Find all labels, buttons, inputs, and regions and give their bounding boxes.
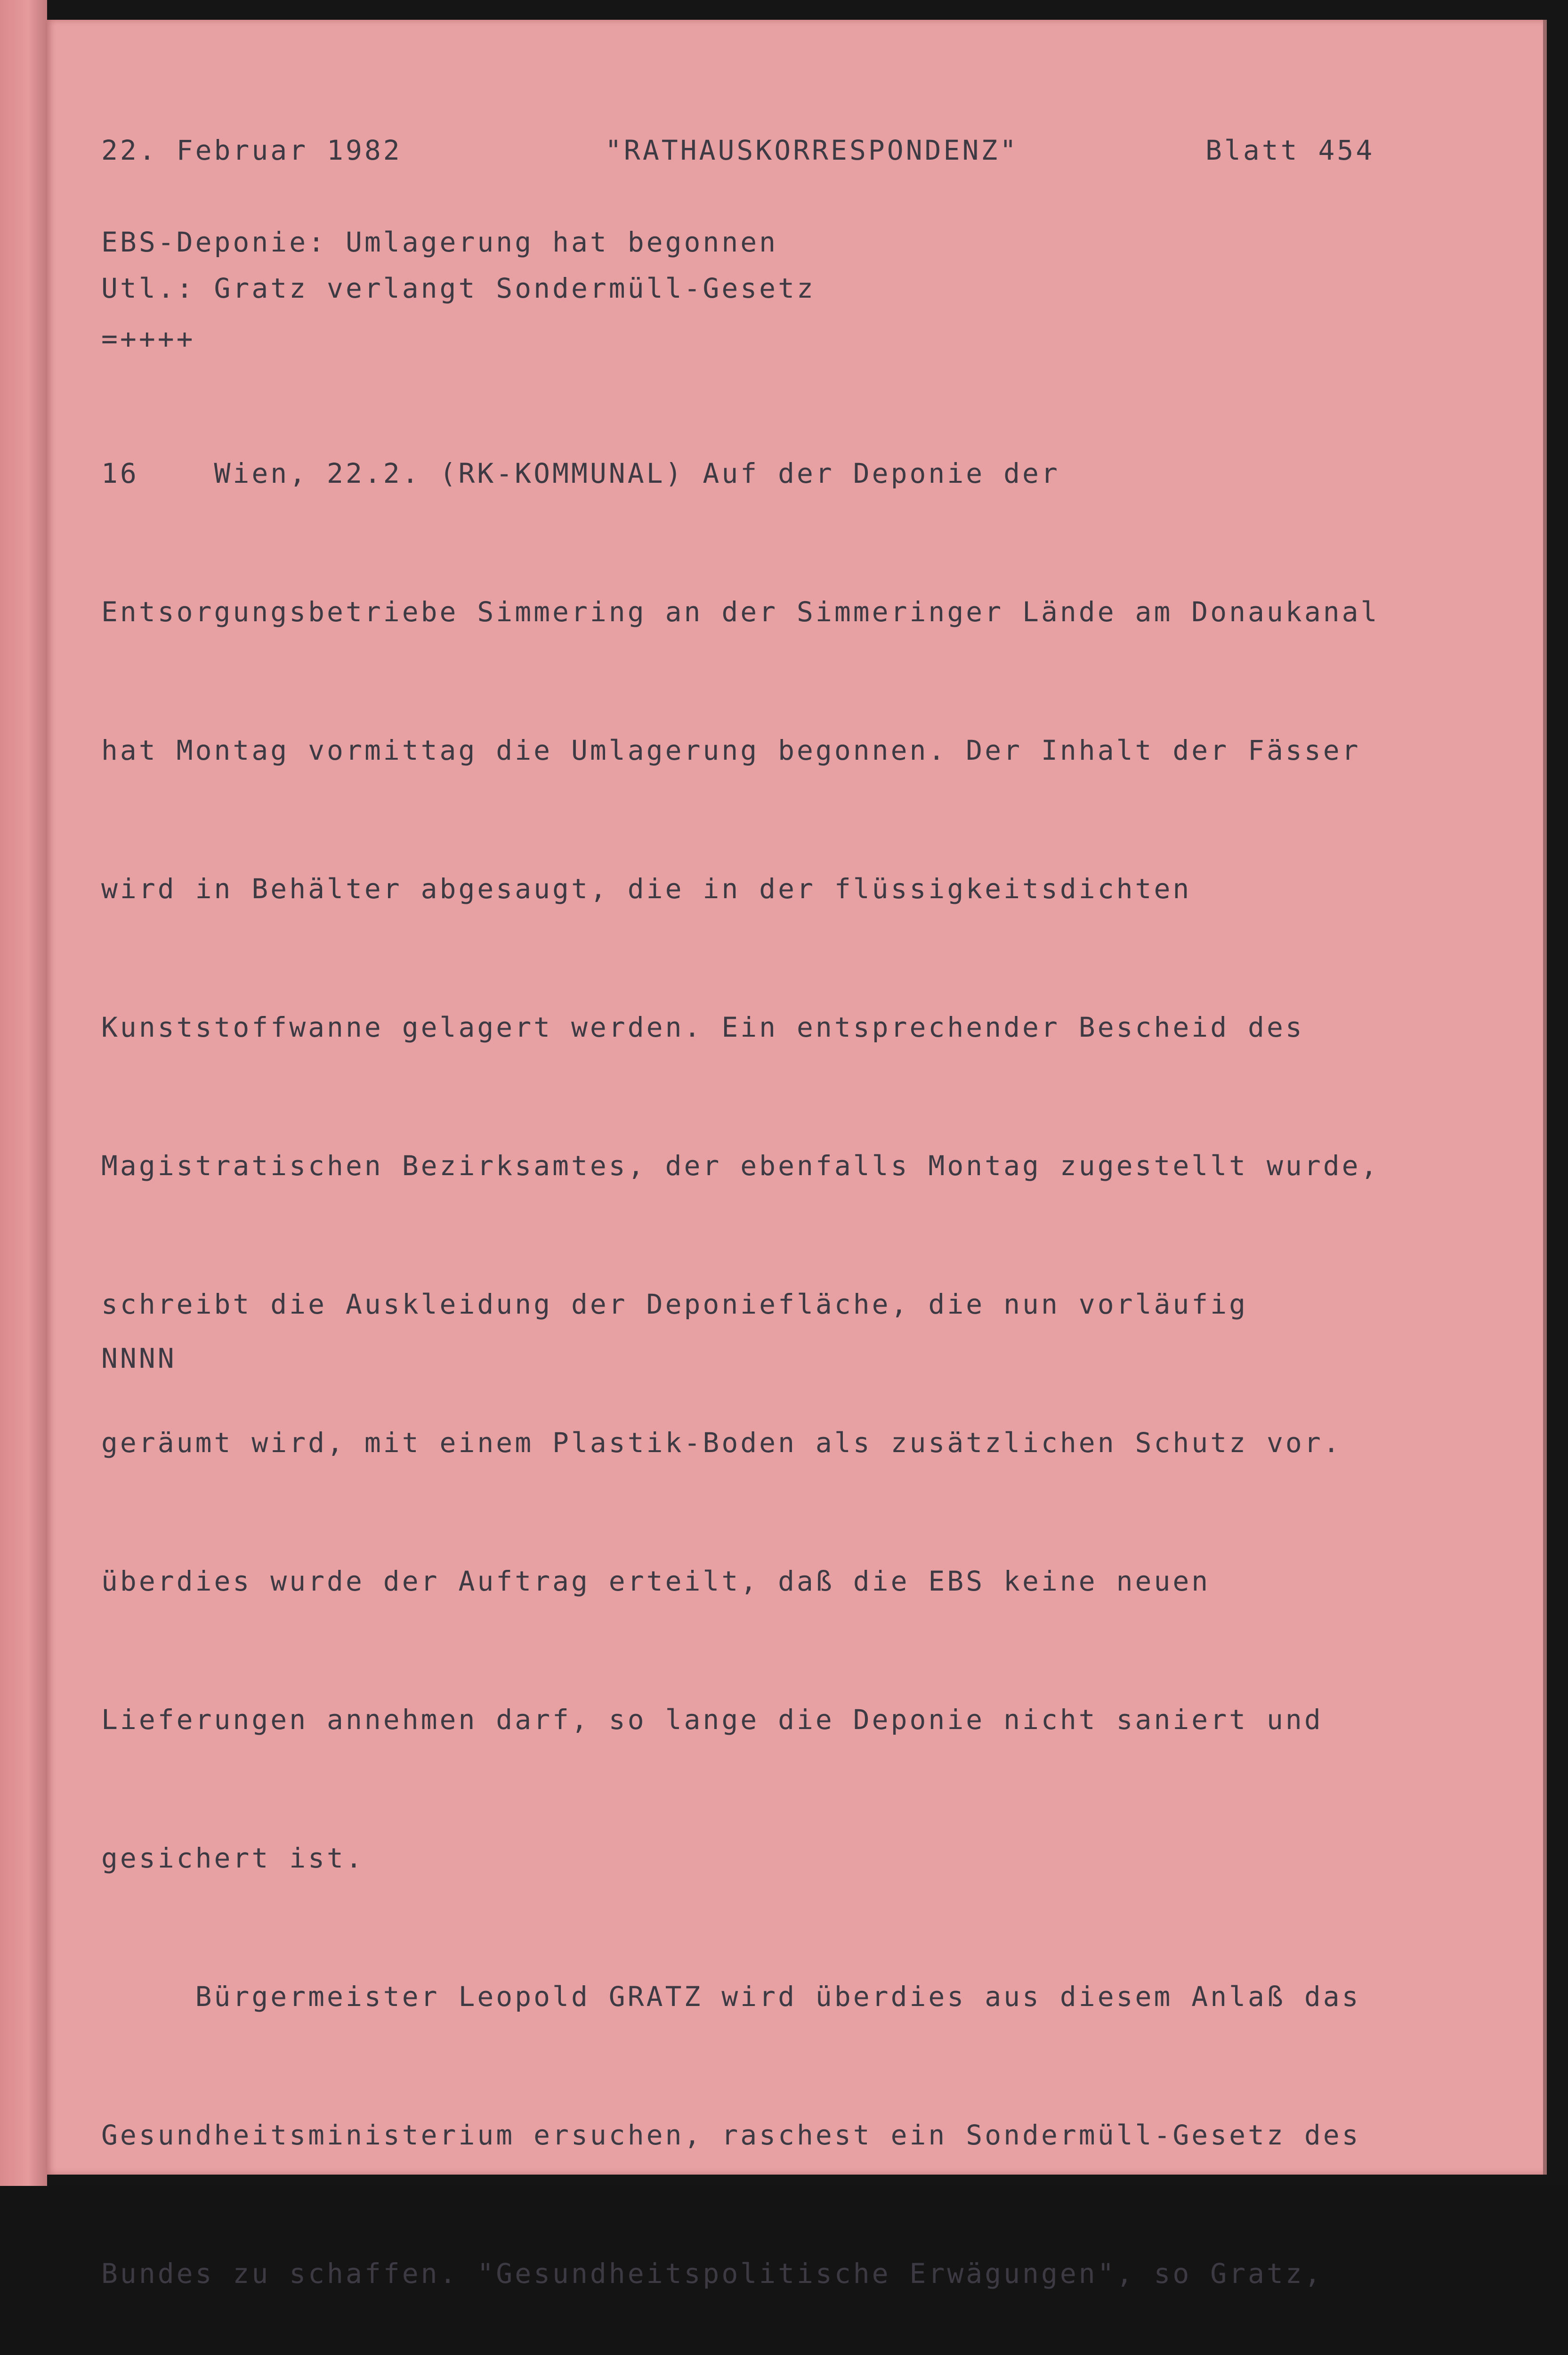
article-separator: =++++ xyxy=(101,323,195,355)
body-line: überdies wurde der Auftrag erteilt, daß die EBS keine neuen xyxy=(101,1565,1211,1597)
page-right-edge xyxy=(1543,20,1547,2175)
body-line: wird in Behälter abgesaugt, die in der flüssigkeitsdichten xyxy=(101,873,1192,905)
body-line: 16 Wien, 22.2. (RK-KOMMUNAL) Auf der Deponie der xyxy=(101,457,1060,489)
body-line: Lieferungen annehmen darf, so lange die Deponie nicht saniert und xyxy=(101,1704,1323,1736)
article-headline: EBS-Deponie: Umlagerung hat begonnen xyxy=(101,226,778,258)
body-line: Gesundheitsministerium ersuchen, raschest ein Sondermüll-Gesetz des xyxy=(101,2119,1361,2151)
body-line: schreibt die Auskleidung der Deponiefläche, die nun vorläufig xyxy=(101,1288,1248,1320)
body-line: Magistratischen Bezirksamtes, der ebenfalls Montag zugestellt wurde, xyxy=(101,1150,1380,1182)
body-line: Entsorgungsbetriebe Simmering an der Simmeringer Lände am Donaukanal xyxy=(101,596,1380,628)
header-sheet-number: Blatt 454 xyxy=(1205,134,1375,166)
body-line: Kunststoffwanne gelagert werden. Ein entsprechender Bescheid des xyxy=(101,1011,1304,1043)
body-line: gesichert ist. xyxy=(101,1842,364,1874)
body-line: Bundes zu schaffen. "Gesundheitspolitische Erwägungen", so Gratz, xyxy=(101,2258,1323,2290)
article-body xyxy=(101,358,1380,2355)
body-line: hat Montag vormittag die Umlagerung begonnen. Der Inhalt der Fässer xyxy=(101,734,1361,766)
end-marker: NNNN xyxy=(101,1342,177,1374)
body-line: Bürgermeister Leopold GRATZ wird überdies aus diesem Anlaß das xyxy=(101,1981,1361,2013)
left-page-edge xyxy=(0,0,47,2186)
body-line: geräumt wird, mit einem Plastik-Boden als zusätzlichen Schutz vor. xyxy=(101,1427,1342,1459)
header-publication: "RATHAUSKORRESPONDENZ" xyxy=(605,134,1019,166)
header-date: 22. Februar 1982 xyxy=(101,134,402,166)
article-subheadline: Utl.: Gratz verlangt Sondermüll-Gesetz xyxy=(101,272,816,304)
